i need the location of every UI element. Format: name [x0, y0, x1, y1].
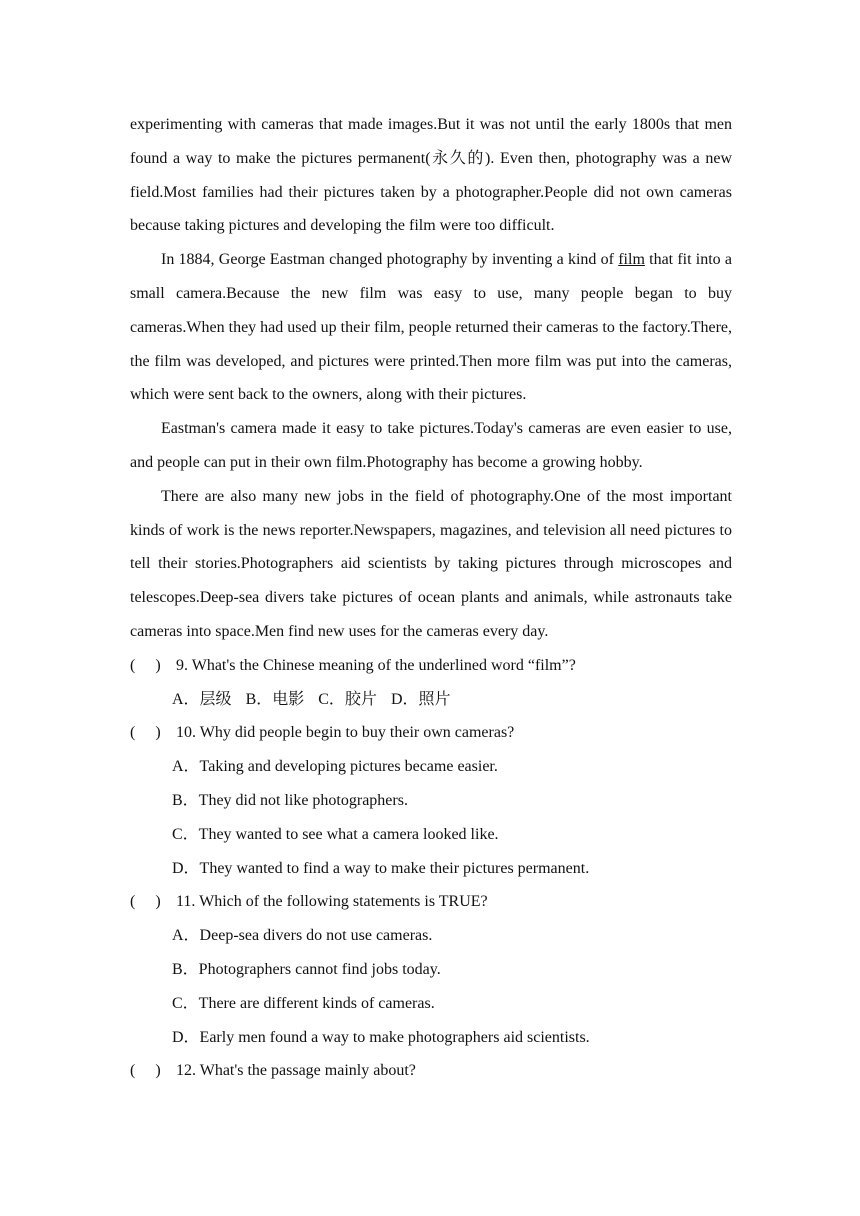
option-b: B．电影: [245, 690, 305, 708]
passage-paragraph-2-start: In 1884, George Eastman changed photography by inventing a kind of: [161, 251, 619, 269]
option-c: C．胶片: [318, 690, 377, 708]
document-content: [130, 108, 732, 1088]
option-a: A．层级: [172, 690, 232, 708]
question-9: [130, 649, 732, 683]
question-10: [130, 716, 732, 750]
option-a: A．Deep-sea divers do not use cameras.: [172, 927, 433, 945]
question-text: 9. What's the Chinese meaning of the underlined word “film”?: [176, 656, 576, 674]
answer-bracket: ( ): [130, 656, 161, 674]
option-d: D．They wanted to find a way to make their pictures permanent.: [172, 859, 590, 877]
option-d: D．Early men found a way to make photographers aid scientists.: [172, 1028, 590, 1046]
question-text: 10. Why did people begin to buy their own cameras?: [176, 724, 515, 742]
passage-paragraph-2-end: that fit into a small camera.Because the new film was easy to use, many people began to buy cameras.When they had used up their film, people returned their cameras to the factory.There, the film was developed, and pictures were printed.Then more film was put into the cameras, which were sent back to the owners, along with their pictures.: [130, 251, 733, 404]
option-c: C．There are different kinds of cameras.: [172, 994, 435, 1012]
answer-bracket: ( ): [130, 1062, 161, 1080]
question-11: [130, 885, 732, 919]
question-text: 12. What's the passage mainly about?: [176, 1062, 416, 1080]
option-d: D．照片: [390, 690, 451, 708]
answer-bracket: ( ): [130, 724, 161, 742]
question-12: [130, 1054, 732, 1088]
question-9-options: [130, 683, 732, 717]
option-b: B．Photographers cannot find jobs today.: [172, 960, 441, 978]
underlined-word-film: film: [618, 251, 645, 269]
passage-paragraph-2: [130, 243, 732, 412]
passage-paragraph-3: Eastman's camera made it easy to take pictures.Today's cameras are even easier to use, and people can put in their own film.Photography has become a growing hobby.: [130, 420, 732, 471]
option-c: C．They wanted to see what a camera looked like.: [172, 825, 499, 843]
answer-bracket: ( ): [130, 893, 161, 911]
option-b: B．They did not like photographers.: [172, 791, 408, 809]
passage-paragraph-4: There are also many new jobs in the field of photography.One of the most important kinds of work is the news reporter.Newspapers, magazines, and television all need pictures to tell their stories.Photographers aid scientists by taking pictures through microscopes and telescopes.Deep-sea divers take pictures of ocean plants and animals, while astronauts take cameras into space.Men find new uses for the cameras every day.: [130, 487, 732, 640]
passage-paragraph-1: experimenting with cameras that made images.But it was not until the early 1800s that men found a way to make the pictures permanent(永久的). Even then, photography was a new field.Most families had their pictures taken by a photographer.People did not own cameras because taking pictures and developing the film were too difficult.: [130, 116, 732, 235]
option-a: A．Taking and developing pictures became easier.: [172, 758, 498, 776]
question-text: 11. Which of the following statements is TRUE?: [176, 893, 488, 911]
